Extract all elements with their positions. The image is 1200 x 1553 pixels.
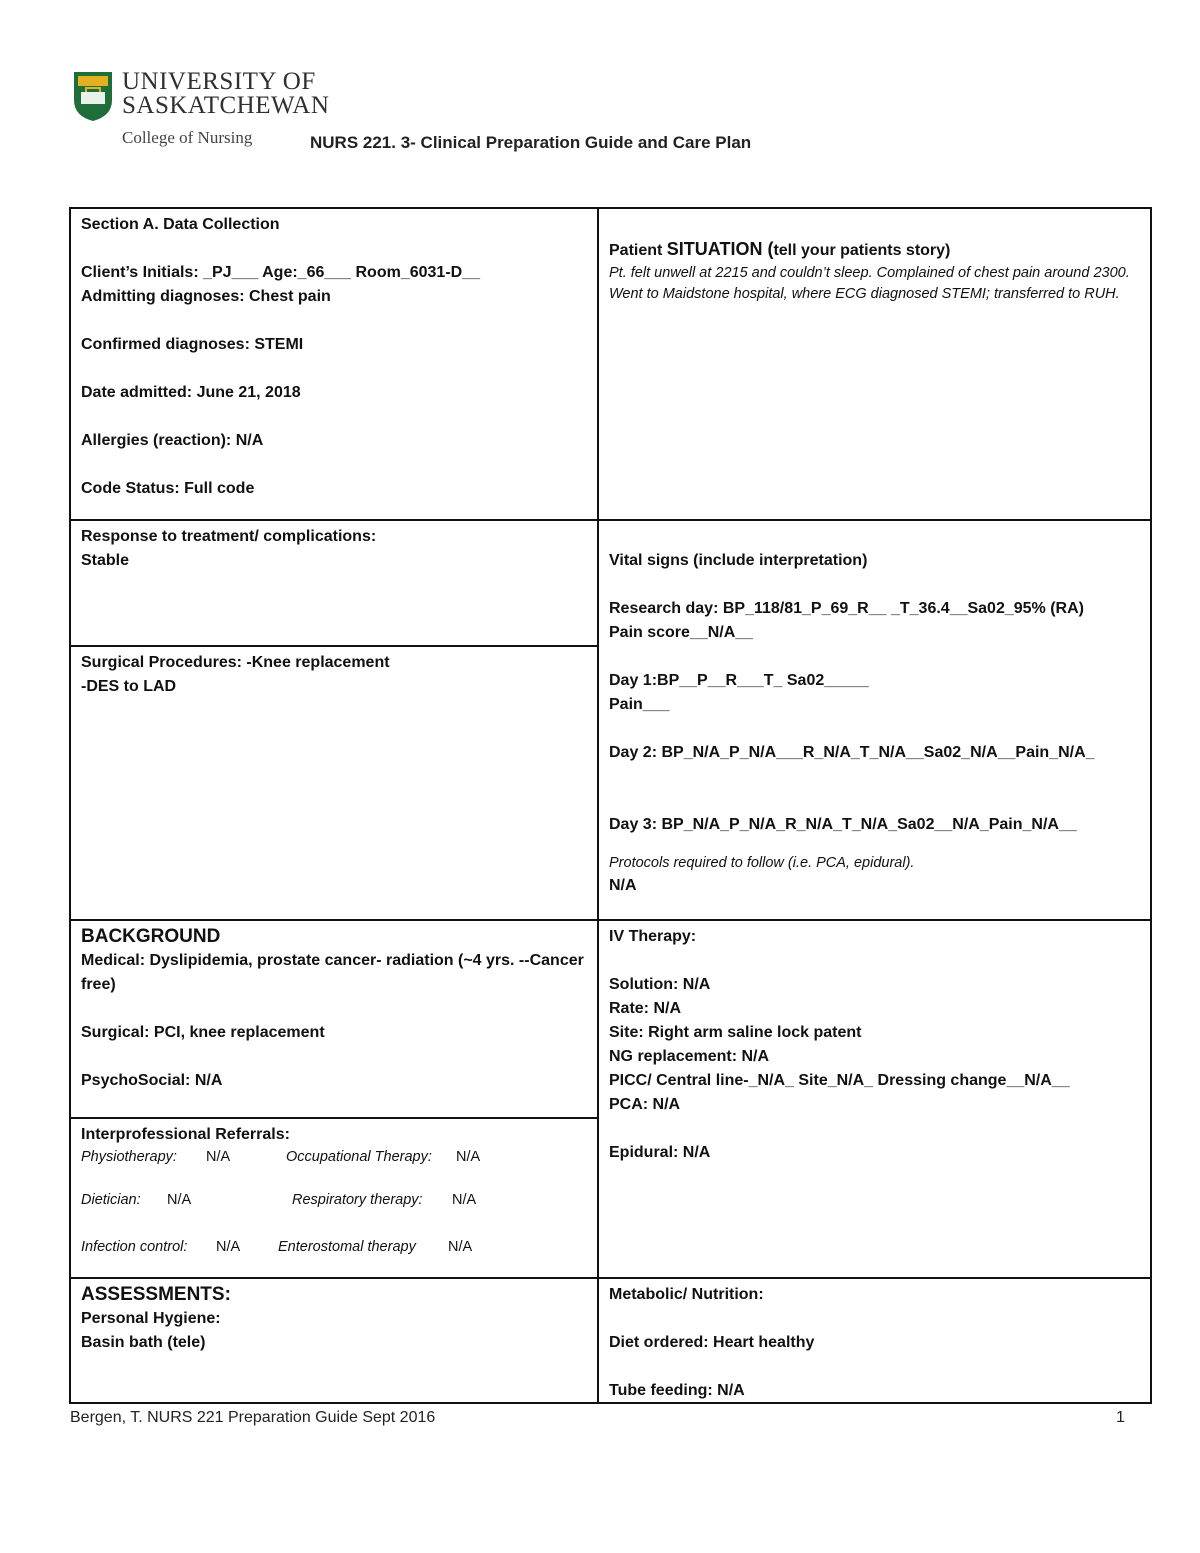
vitals-day2: Day 2: BP_N/A_P_N/A___R_N/A_T_N/A__Sa02_N/A__Pain_N/A_ [609,744,1095,761]
iv-pca: PCA: N/A [609,1096,681,1113]
ot-value: N/A [456,1149,481,1165]
dietician-value: N/A [167,1192,192,1208]
client-line: Client’s Initials: _PJ___ Age:_66___ Room_6031-D__ [81,264,480,281]
vitals-pain-score: Pain score__N/A__ [609,624,754,641]
ot-label: Occupational Therapy: [286,1149,432,1165]
situation-cell [597,207,1152,521]
metabolic-heading: Metabolic/ Nutrition: [609,1286,764,1303]
referrals-heading: Interprofessional Referrals: [81,1126,290,1143]
background-psychosocial: PsychoSocial: N/A [81,1072,223,1089]
section-a-heading: Section A. Data Collection [81,216,280,233]
response-cell [69,519,599,647]
care-plan-table [69,207,1152,1404]
page-number: 1 [1116,1409,1125,1426]
section-a-cell [69,207,599,521]
iv-heading: IV Therapy: [609,928,697,945]
logo-line2: SASKATCHEWAN [122,92,330,119]
respiratory-label: Respiratory therapy: [292,1192,423,1208]
metabolic-diet: Diet ordered: Heart healthy [609,1334,815,1351]
logo-college: College of Nursing [122,128,253,147]
vitals-research-day: Research day: BP_118/81_P_69_R__ _T_36.4__Sa02_95% (RA) [609,600,1084,617]
referrals-cell [69,1117,599,1279]
referrals-row-3 [81,1237,587,1258]
footer-text: Bergen, T. NURS 221 Preparation Guide Sept 2016 [70,1409,436,1426]
surgical-line2: -DES to LAD [81,678,177,695]
university-logo [70,68,330,152]
vitals-heading: Vital signs (include interpretation) [609,552,868,569]
document-title: NURS 221. 3- Clinical Preparation Guide and Care Plan [310,133,752,152]
hygiene-value: Basin bath (tele) [81,1334,206,1351]
admitting-diagnoses: Admitting diagnoses: Chest pain [81,288,331,305]
iv-rate: Rate: N/A [609,1000,682,1017]
metabolic-tube: Tube feeding: N/A [609,1382,745,1399]
assessments-heading: ASSESSMENTS: [81,1284,231,1305]
infection-value: N/A [216,1239,241,1255]
vitals-day1-pain: Pain___ [609,696,670,713]
enterostomal-label: Enterostomal therapy [278,1239,416,1255]
code-status: Code Status: Full code [81,480,255,497]
dietician-label: Dietician: [81,1192,141,1208]
referrals-row-1 [81,1147,587,1168]
vitals-day1: Day 1:BP__P__R___T_ Sa02_____ [609,672,869,689]
background-heading: BACKGROUND [81,926,221,947]
iv-therapy-cell [597,919,1152,1279]
infection-label: Infection control: [81,1239,188,1255]
confirmed-diagnoses: Confirmed diagnoses: STEMI [81,336,304,353]
situation-story: Pt. felt unwell at 2215 and couldn’t sleep. Complained of chest pain around 2300. Went to Maidstone hospital, where ECG diagnosed STEMI; transferred to RUH. [609,265,1130,302]
iv-epidural: Epidural: N/A [609,1144,711,1161]
date-admitted: Date admitted: June 21, 2018 [81,384,301,401]
assessments-cell [69,1277,599,1404]
referrals-row-2 [81,1190,587,1211]
physio-label: Physiotherapy: [81,1149,177,1165]
protocols-label: Protocols required to follow (i.e. PCA, epidural). [609,855,915,871]
surgical-line1: Surgical Procedures: -Knee replacement [81,654,390,671]
background-cell [69,919,599,1119]
vitals-day3: Day 3: BP_N/A_P_N/A_R_N/A_T_N/A_Sa02__N/A_Pain_N/A__ [609,816,1077,833]
respiratory-value: N/A [452,1192,477,1208]
surgical-cell [69,645,599,921]
iv-picc: PICC/ Central line-_N/A_ Site_N/A_ Dressing change__N/A__ [609,1072,1070,1089]
enterostomal-value: N/A [448,1239,473,1255]
metabolic-cell [597,1277,1152,1404]
iv-site: Site: Right arm saline lock patent [609,1024,862,1041]
situation-label: Patient SITUATION (tell your patients story) [609,239,951,259]
vitals-cell [597,519,1152,921]
background-surgical: Surgical: PCI, knee replacement [81,1024,325,1041]
physio-value: N/A [206,1149,231,1165]
response-heading: Response to treatment/ complications: [81,528,377,545]
iv-ng: NG replacement: N/A [609,1048,770,1065]
hygiene-label: Personal Hygiene: [81,1310,221,1327]
allergies: Allergies (reaction): N/A [81,432,264,449]
university-crest-icon [72,70,114,122]
iv-solution: Solution: N/A [609,976,711,993]
background-medical: Medical: Dyslipidemia, prostate cancer- radiation (~4 yrs. --Cancer free) [81,952,584,993]
response-value: Stable [81,552,130,569]
protocols-value: N/A [609,877,637,894]
logo-line1: UNIVERSITY OF [122,68,316,95]
